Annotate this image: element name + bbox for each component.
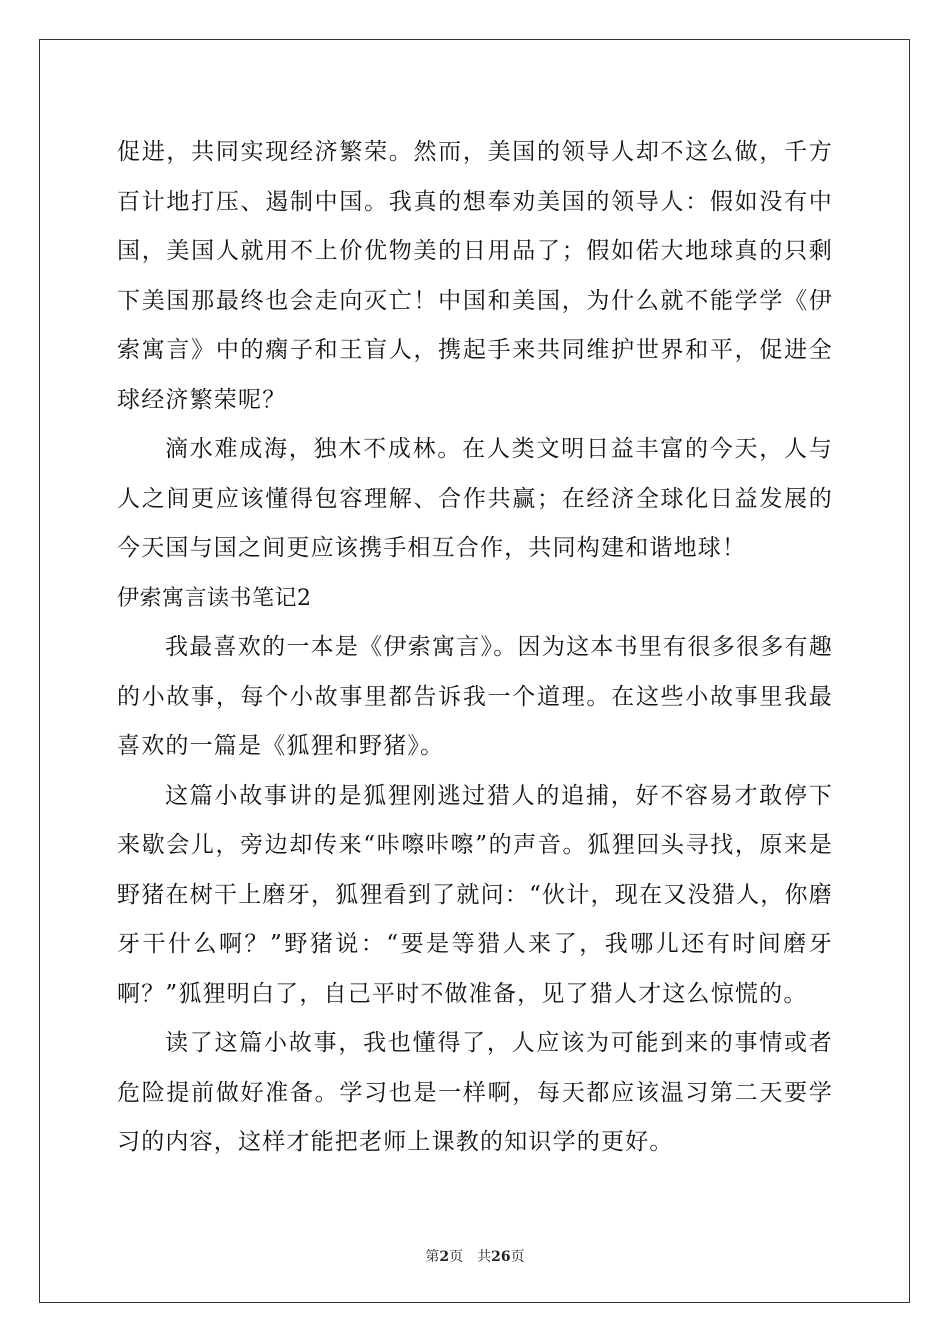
section-paragraph-3: 读了这篇小故事，我也懂得了，人应该为可能到来的事情或者危险提前做好准备。学习也是一样啊，每天都应该温习第二天要学习的内容，这样才能把老师上课教的知识学的更好。 [117,1030,833,1155]
page-suffix: 页 [449,1249,464,1265]
page-prefix: 第 [425,1249,440,1265]
section-paragraph-2: 这篇小故事讲的是狐狸刚逃过猎人的追捕，好不容易才敢停下来歇会儿，旁边却传来“咔嚓咔嚓”的声音。狐狸回头寻找，原来是野猪在树干上磨牙，狐狸看到了就问：“伙计，现在又没猎人，你磨牙干什么啊？”野猪说：“要是等猎人来了，我哪儿还有时间磨牙啊？”狐狸明白了，自己平时不做准备，见了猎人才这么惊慌的。 [117,782,833,1007]
total-pages: 26 [491,1249,511,1265]
section-paragraph-1: 我最喜欢的一本是《伊索寓言》。因为这本书里有很多很多有趣的小故事，每个小故事里都告诉我一个道理。在这些小故事里我最喜欢的一篇是《狐狸和野猪》。 [117,634,833,759]
total-prefix: 共 [477,1249,492,1265]
document-body [117,128,833,1168]
page-footer [0,1246,950,1266]
total-suffix: 页 [510,1249,525,1265]
paragraph-1: 促进，共同实现经济繁荣。然而，美国的领导人却不这么做，千方百计地打压、遏制中国。我真的想奉劝美国的领导人：假如没有中国，美国人就用不上价优物美的日用品了；假如偌大地球真的只剩下美国那最终也会走向灭亡！中国和美国，为什么就不能学学《伊索寓言》中的瘸子和王盲人，携起手来共同维护世界和平，促进全球经济繁荣呢？ [117,139,833,413]
paragraph-2: 滴水难成海，独木不成林。在人类文明日益丰富的今天，人与人之间更应该懂得包容理解、合作共赢；在经济全球化日益发展的今天国与国之间更应该携手相互合作，共同构建和谐地球！ [117,436,833,561]
page-number: 2 [439,1249,450,1265]
section-title: 伊索寓言读书笔记2 [117,585,312,611]
